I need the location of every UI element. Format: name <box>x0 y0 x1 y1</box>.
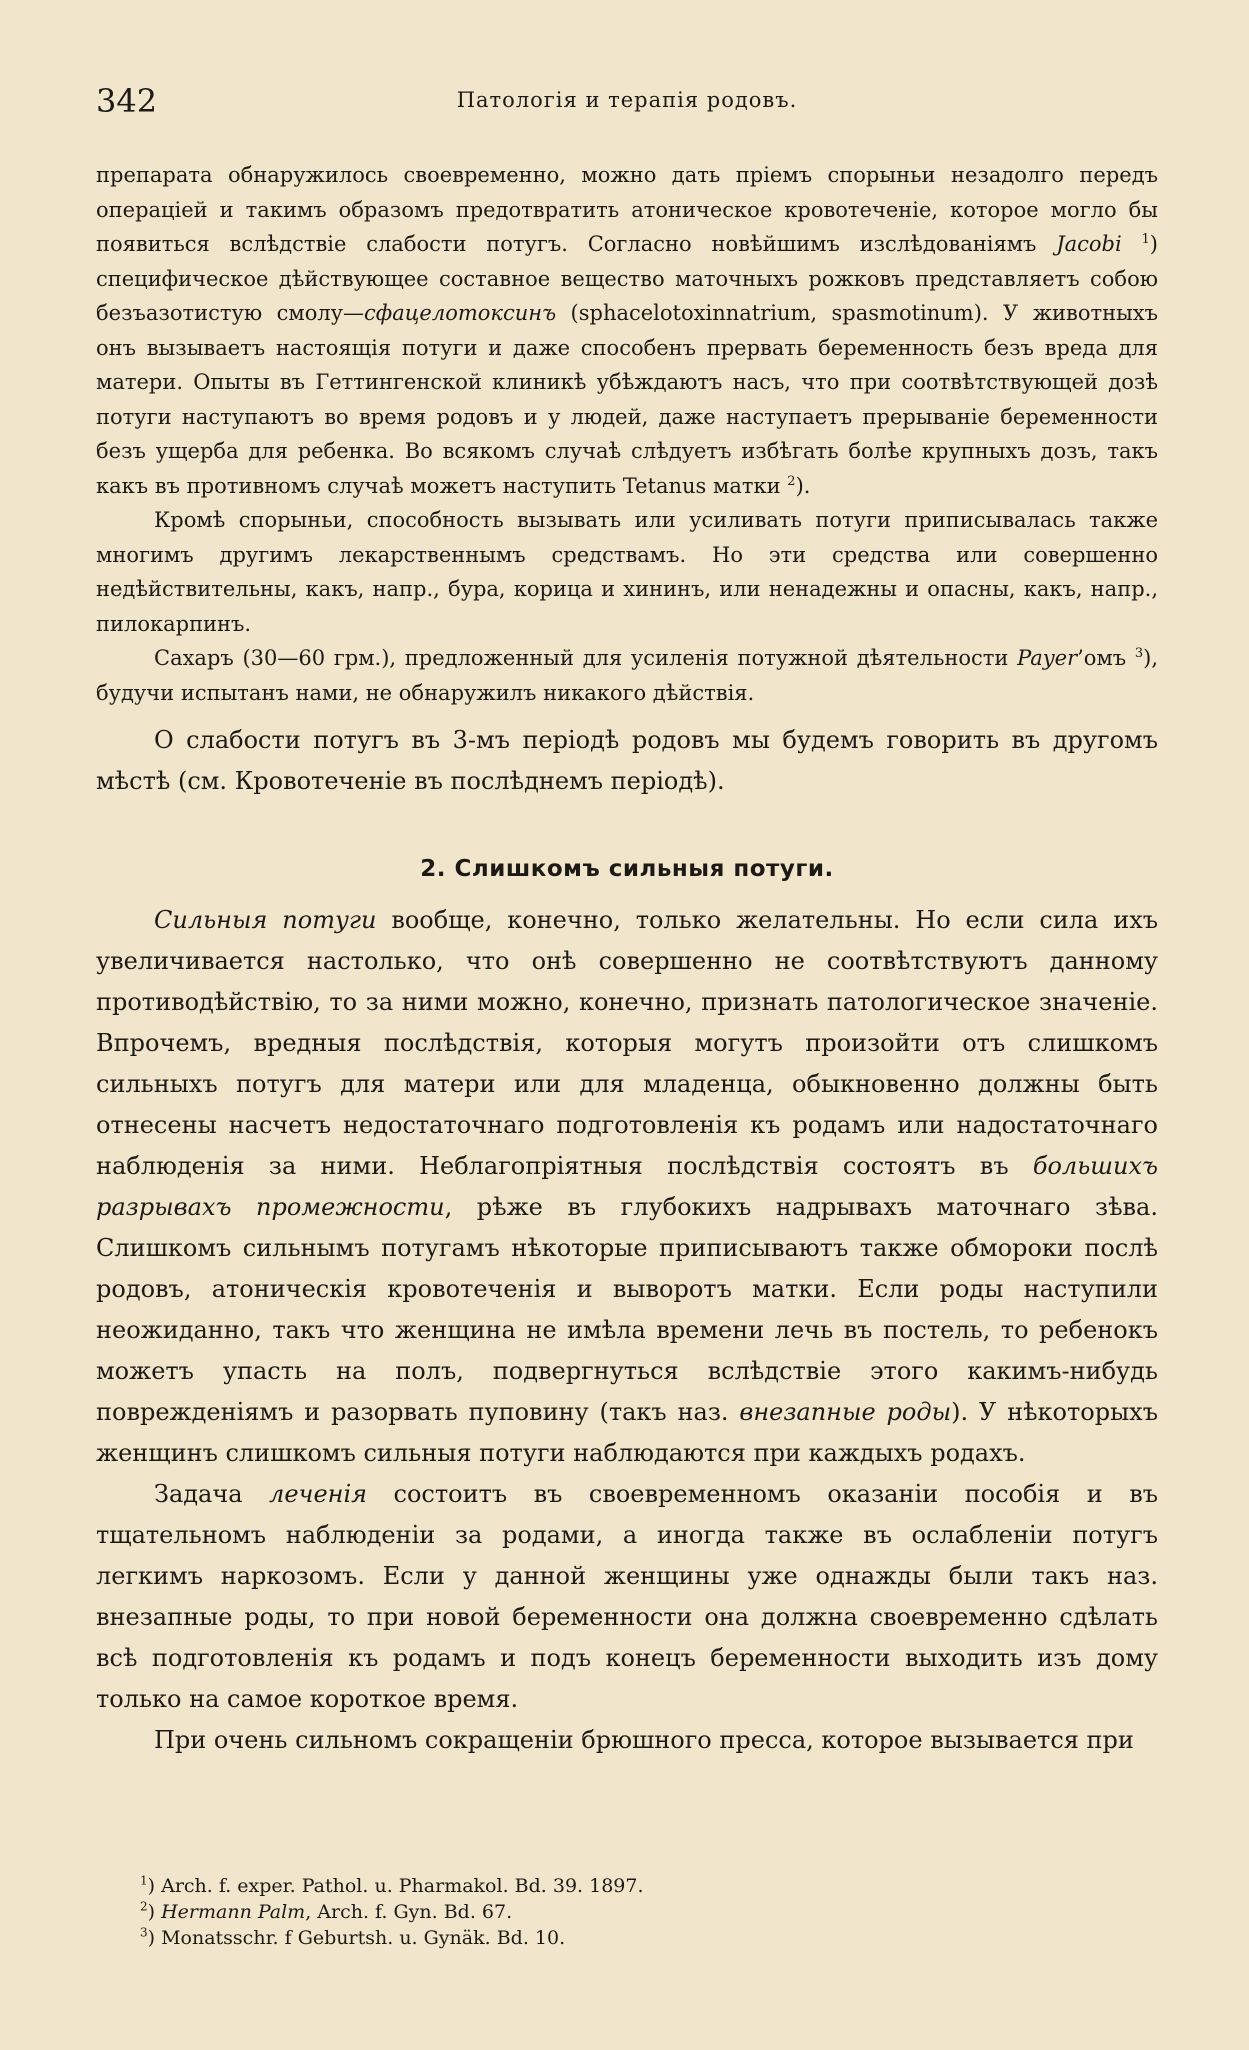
paragraph-5 <box>96 900 1158 1474</box>
text-run: ). У нѣкоторыхъ женщинъ слишкомъ сильныя потуги наблюдаются при каждыхъ родахъ. <box>96 1398 1158 1467</box>
footnote-text: , Arch. f. Gyn. Bd. 67. <box>305 1901 513 1923</box>
large-print-block <box>96 720 1158 1761</box>
footnote-1 <box>140 1873 1040 1899</box>
text-run: Задача <box>154 1480 270 1508</box>
text-run: Сахаръ (30—60 грм.), предложенный для усиленія потужной дѣятельности <box>154 646 1018 670</box>
text-run: состоитъ въ своевременномъ оказаніи пособія и въ тщательномъ наблюденіи за родами, а иногда также въ ослабленіи потугъ легкимъ наркозомъ. Если у данной женщины уже однажды были такъ наз. внезапные роды, то при новой беременности она должна своевременно сдѣлать всѣ подготовленія къ родамъ и подъ конецъ беременности выходить изъ дому только на самое короткое время. <box>96 1480 1159 1713</box>
small-print-block <box>96 158 1158 710</box>
footnote-2: $^2$) Hermann Palm, Arch. f. Gyn. Bd. 67. <box>140 1899 513 1923</box>
footnote-ref: 2 <box>787 473 796 489</box>
page-header <box>96 82 1158 126</box>
section-heading: 2. Слишкомъ сильныя потуги. <box>420 856 834 882</box>
emphasis: сфацелотоксинъ <box>364 301 557 325</box>
emphasis: большихъ разрывахъ промежности <box>96 1152 1158 1221</box>
emphasis: леченія <box>269 1480 368 1508</box>
page-number: 342 <box>96 82 158 120</box>
footnote-text: ) Arch. f. exper. Pathol. u. Pharmakol. Bd. 39. 1897. <box>147 1875 644 1897</box>
footnote-mark: 2 <box>140 1899 148 1914</box>
footnote-text: ) Monatsschr. f Geburtsh. u. Gynäk. Bd. 10. <box>147 1927 566 1949</box>
author-name: Hermann Palm <box>161 1901 306 1923</box>
paragraph-6 <box>96 1474 1158 1720</box>
footnote-3 <box>140 1925 1040 1951</box>
paragraph-7: При очень сильномъ сокращеніи брюшного пресса, которое вызывается при <box>154 1726 1134 1754</box>
text-run: ) специфическое дѣйствующее составное вещество маточныхъ рожковъ представляетъ собою безъазотистую смолу— <box>96 232 1158 325</box>
text-run: препарата обнаружилось своевременно, можно дать пріемъ спорыньи незадолго передъ операціей и такимъ образомъ предотвратить атоническое кровотеченіе, которое могло бы появиться вслѣдствіе слабости потугъ. Согласно новѣйшимъ изслѣдованіямъ <box>96 163 1158 256</box>
emphasis: Сильныя потуги <box>154 906 377 934</box>
paragraph-3 <box>96 641 1158 710</box>
text-run: вообще, конечно, только желательны. Но если сила ихъ увеличивается настолько, что онѣ совершенно не соотвѣтствуютъ данному противодѣйствію, то за ними можно, конечно, признать патологическое значеніе. Впрочемъ, вредныя послѣдствія, которыя могутъ произойти отъ слишкомъ сильныхъ потугъ для матери или для младенца, обыкновенно должны быть отнесены насчетъ недостаточнаго подготовленія къ родамъ или надостаточнаго наблюденія за ними. Неблагопріятныя послѣдствія состоятъ въ <box>96 906 1158 1180</box>
footnote-mark: 1 <box>140 1873 148 1888</box>
text-run: ). <box>795 473 811 498</box>
paragraph-2: Кромѣ спорыньи, способность вызывать или усиливать потуги приписывалась также многимъ другимъ лекарственнымъ средствамъ. Но эти средства или совершенно недѣйствительны, какъ, напр., бура, корица и хининъ, или ненадежны и опасны, какъ, напр., пилокарпинъ. <box>96 508 1158 636</box>
author-name: Jacobi <box>1056 232 1122 256</box>
body-text <box>96 158 1158 1761</box>
text-run: (sphacelotoxinnatrium, spasmotinum). У животныхъ онъ вызываетъ настоящія потуги и даже способенъ прервать беременность безъ вреда для матери. Опыты въ Геттингенской клиникѣ убѣждаютъ насъ, что при соотвѣтствующей дозѣ потуги наступаютъ во время родовъ и у людей, даже наступаетъ прерываніе беременности безъ ущерба для ребенка. Во всякомъ случаѣ слѣдуетъ избѣгать болѣе крупныхъ дозъ, такъ какъ въ противномъ случаѣ можетъ наступить Tetanus матки <box>96 301 1159 498</box>
paragraph-4: О слабости потугъ въ 3-мъ періодѣ родовъ мы будемъ говорить въ другомъ мѣстѣ (см. Кровотеченіе въ послѣднемъ періодѣ). <box>96 726 1158 795</box>
footnotes <box>140 1873 1040 1951</box>
author-name: Payer <box>1017 646 1078 670</box>
paragraph-1 <box>96 158 1158 503</box>
running-title: Патологія и терапія родовъ. <box>456 88 798 112</box>
text-run: ), будучи испытанъ нами, не обнаружилъ никакого дѣйствія. <box>96 646 1158 705</box>
footnote-mark: 3 <box>140 1925 148 1940</box>
text-run: ’омъ <box>1077 646 1135 670</box>
footnote-ref: 1 <box>1141 232 1150 247</box>
emphasis: внезапные роды <box>739 1398 952 1426</box>
text-run: , рѣже въ глубокихъ надрывахъ маточнаго зѣва. Слишкомъ сильнымъ потугамъ нѣкоторые приписываютъ также обмороки послѣ родовъ, атоническія кровотеченія и выворотъ матки. Если роды наступили неожиданно, такъ что женщина не имѣла времени лечь въ постель, то ребенокъ можетъ упасть на полъ, подвергнуться вслѣдствіе этого какимъ-нибудь поврежденіямъ и разорвать пуповину (такъ наз. <box>96 1193 1158 1426</box>
footnote-ref: 3 <box>1134 646 1144 661</box>
